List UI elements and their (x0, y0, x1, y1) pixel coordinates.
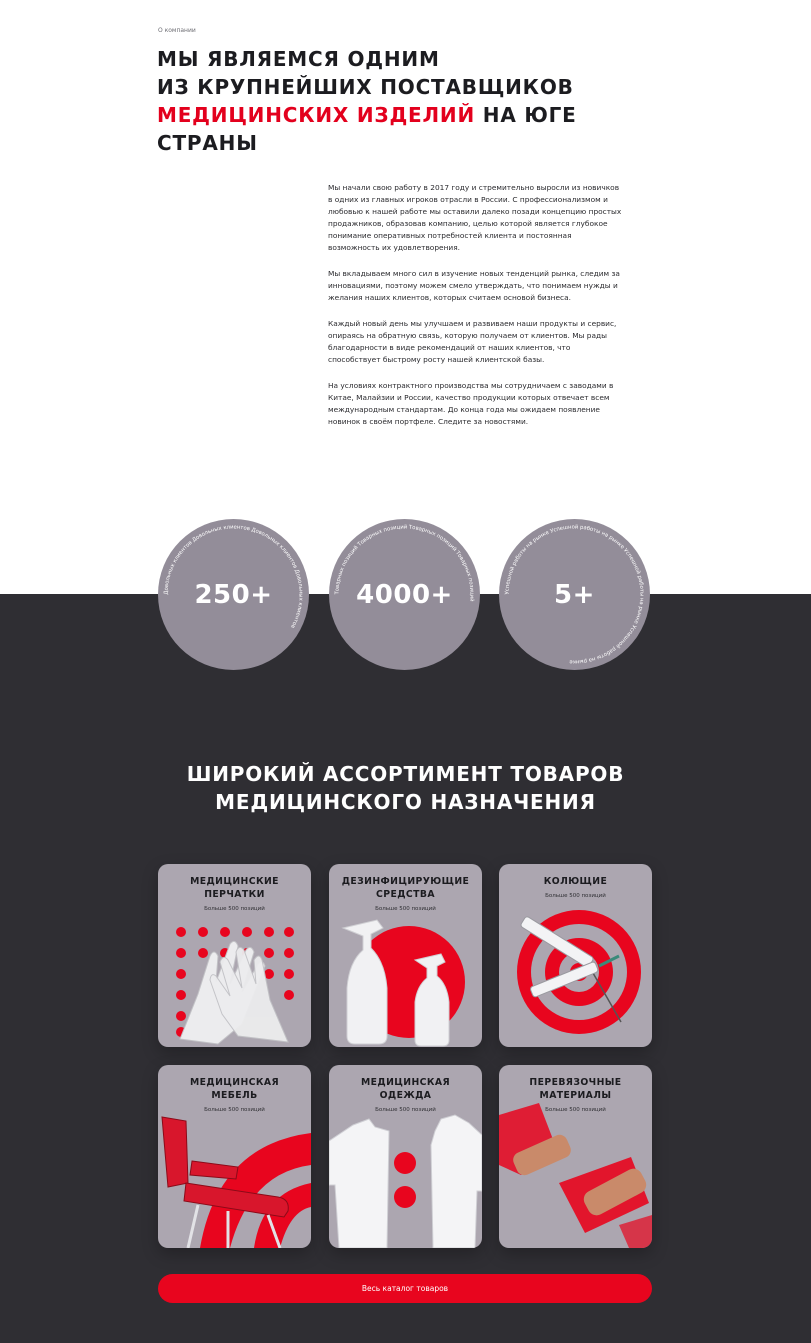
category-subtitle: Больше 500 позиций (545, 893, 606, 899)
category-title-line: КОЛЮЩИЕ (543, 876, 608, 887)
category-title (505, 1076, 646, 1102)
assortment-title: ШИРОКИЙ АССОРТИМЕНТ ТОВАРОВ МЕДИЦИНСКОГО НАЗНАЧЕНИЯ (186, 762, 625, 814)
headline-line-1: МЫ ЯВЛЯЕМСЯ ОДНИМ (157, 47, 440, 71)
category-title-line: ОДЕЖДА (379, 1090, 432, 1101)
headline-line-2: ИЗ КРУПНЕЙШИХ ПОСТАВЩИКОВ (157, 75, 574, 99)
stat-clients (158, 519, 309, 670)
category-title (164, 1076, 305, 1102)
category-card-disinfectants[interactable] (329, 864, 482, 1047)
category-title-line: ПЕРЕВЯЗОЧНЫЕ (529, 1077, 622, 1088)
stat-years (499, 519, 650, 670)
about-paragraph: Мы начали свою работу в 2017 году и стремительно выросли из новичков в одних из главных игроков отрасли в России. С профессионализмом и любовью к нашей работе мы оставили далеко позади концепцию простых продажников, образовав компанию, целью которой является глубокое понимание оперативных потребностей клиента и постоянная возможность их удовлетворения. (328, 183, 622, 252)
category-subtitle: Больше 500 позиций (545, 1107, 606, 1113)
category-subtitle: Больше 500 позиций (375, 906, 436, 912)
category-subtitle: Больше 500 позиций (204, 1107, 265, 1113)
svg-text:Довольных клиентов Довольных: Довольных клиентов Довольных клиентов Довольных клиентов Довольных клиентов (163, 524, 304, 630)
category-title-line: МЕДИЦИНСКАЯ (189, 1077, 280, 1088)
about-text (328, 182, 624, 442)
headline-accent: МЕДИЦИНСКИХ ИЗДЕЛИЙ (157, 103, 476, 127)
stat-products (329, 519, 480, 670)
about-paragraph: На условиях контрактного производства мы сотрудничаем с заводами в Китае, Малайзии и России, качество продукции которых отвечает всем международным стандартам. До конца года мы ожидаем появление новинок в своём портфеле. Следите за новостями. (328, 381, 614, 426)
page-title (157, 45, 617, 157)
category-title-line: МЕБЕЛЬ (211, 1090, 258, 1101)
catalog-button[interactable]: Весь каталог товаров (158, 1274, 652, 1303)
category-title-line: СРЕДСТВА (376, 889, 435, 900)
category-title (164, 875, 305, 901)
category-card-furniture[interactable] (158, 1065, 311, 1248)
category-title-line: ДЕЗИНФИЦИРУЮЩИЕ (341, 876, 470, 887)
category-title-line: МЕДИЦИНСКАЯ (360, 1077, 451, 1088)
category-title-line: МАТЕРИАЛЫ (539, 1090, 612, 1101)
stat-value: 5+ (554, 579, 595, 610)
syringe-icon (499, 864, 652, 1047)
category-subtitle: Больше 500 позиций (204, 906, 265, 912)
about-paragraph: Каждый новый день мы улучшаем и развиваем наши продукты и сервис, опираясь на обратную связь, которую получаем от клиентов. Мы рады благодарности в виде рекомендаций от наших клиентов, что способствует быстрому росту нашей клиентской базы. (328, 319, 617, 364)
stat-value: 4000+ (356, 579, 453, 610)
about-section (0, 0, 811, 594)
svg-text:Успешной работы на рынке Усп: Успешной работы на рынке Успешной работы на рынке Успешной работы на рынке Успешной работы на рынке (504, 524, 645, 665)
stat-value: 250+ (194, 579, 273, 610)
category-card-syringes[interactable] (499, 864, 652, 1047)
category-title-line: ПЕРЧАТКИ (204, 889, 265, 900)
headline-line-4: СТРАНЫ (157, 131, 258, 155)
category-card-clothing[interactable] (329, 1065, 482, 1248)
svg-text:Товарных позиций Товарных по: Товарных позиций Товарных позиций Товарных позиций Товарных позиций (334, 524, 475, 602)
category-card-gloves[interactable] (158, 864, 311, 1047)
category-title (335, 875, 476, 901)
headline-line-3-tail: НА ЮГЕ (475, 103, 577, 127)
category-title (335, 1076, 476, 1102)
category-title-line: МЕДИЦИНСКИЕ (190, 876, 279, 887)
section-eyebrow: О компании (158, 27, 196, 34)
category-title (505, 875, 646, 888)
about-paragraph: Мы вкладываем много сил в изучение новых тенденций рынка, следим за инновациями, поэтому можем смело утверждать, что понимаем нужды и желания наших клиентов, которых считаем основой бизнеса. (328, 269, 620, 302)
category-card-bandages[interactable] (499, 1065, 652, 1248)
category-subtitle: Больше 500 позиций (375, 1107, 436, 1113)
